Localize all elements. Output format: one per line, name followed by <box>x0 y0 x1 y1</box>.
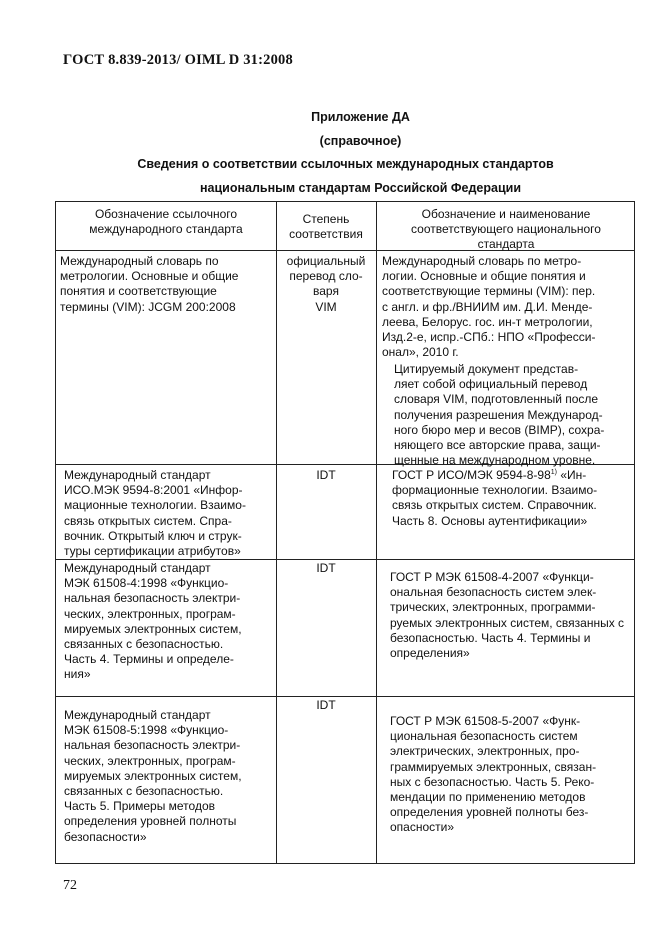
page-number: 72 <box>63 878 77 893</box>
table-row-4-degree: IDT <box>316 698 336 712</box>
table-row-1-national-note: Цитируемый документ представ- ляет собой официальный перевод словаря VIM, подготовленный после получения разрешения Международ- ного бюро мер и весов (BIMP), сохра- няющего все авторские права, защи- щенные на международном уровне. <box>394 362 605 468</box>
table-row-1-degree: официальный перевод сло- варя VIM <box>286 254 366 314</box>
correspondence-table <box>55 201 635 864</box>
table-row-2-degree: IDT <box>316 468 336 482</box>
column-header-national: Обозначение и наименование соответствующего национального стандарта <box>411 207 601 252</box>
appendix-heading-line-1: Сведения о соответствии ссылочных международных стандартов <box>137 157 554 171</box>
appendix-title: Приложение ДА <box>311 110 410 124</box>
table-row-3-degree: IDT <box>316 561 336 575</box>
table-row-3-national: ГОСТ Р МЭК 61508-4-2007 «Функци- ональная безопасность систем элек- трических, электронных, программи- руемых электронных систем, связанных с безопасностью. Часть 4. Термины и определения» <box>390 570 625 661</box>
table-row-1-national: Международный словарь по метро- логии. Основные и общие понятия и соответствующие термины (VIM): пер. с англ. и фр./ВНИИМ им. Д.И. Менде- леева, Белорус. гос. ин-т метрологии, Изд.2-е, испр.-СПб.: НПО «Професси- онал», 2010 г. <box>382 254 596 360</box>
table-row-4-international: Международный стандарт МЭК 61508-5:1998 «Функцио- нальная безопасность электри- ческих, электронных, програм- мируемых электронных систем, связанных с безопасностью. Часть 5. Примеры методов определения уровней полноты безопасности» <box>64 708 242 844</box>
appendix-heading-line-2: национальным стандартам Российской Федерации <box>199 181 522 195</box>
row-divider <box>56 696 634 697</box>
column-header-international: Обозначение ссылочного международного стандарта <box>89 207 243 237</box>
column-divider <box>276 202 277 863</box>
table-row-2-international: Международный стандарт ИСО.МЭК 9594-8:2001 «Инфор- мационные технологии. Взаимо- связь открытых систем. Спра- вочник. Открытый ключ и струк- туры сертификации атрибутов» <box>64 468 246 559</box>
table-row-3-international: Международный стандарт МЭК 61508-4:1998 «Функцио- нальная безопасность электри- ческих, электронных, програм- мируемых электронных систем, связанных с безопасностью. Часть 4. Термины и определе- ния» <box>64 561 242 682</box>
table-row-1-international: Международный словарь по метрологии. Основные и общие понятия и соответствующие термины (VIM): JCGM 200:2008 <box>60 254 239 314</box>
table-row-2-national: ГОСТ Р ИСО/МЭК 9594-8-98$^{1)}$ «Ин- формационные технологии. Взаимо- связь открытых систем. Справочник. Часть 8. Основы аутентификации» <box>392 468 598 528</box>
appendix-type: (справочное) <box>319 134 402 148</box>
column-divider <box>376 202 377 863</box>
document-header: ГОСТ 8.839-2013/ OIML D 31:2008 <box>63 52 293 68</box>
column-header-degree: Степень соответствия <box>289 212 363 242</box>
table-row-4-national: ГОСТ Р МЭК 61508-5-2007 «Функ- циональная безопасность систем электрических, электронных, про- граммируемых электронных, связан- ных с безопасностью. Часть 5. Реко- мендации по применению методов определения уровней полноты без- опасности» <box>390 714 597 835</box>
